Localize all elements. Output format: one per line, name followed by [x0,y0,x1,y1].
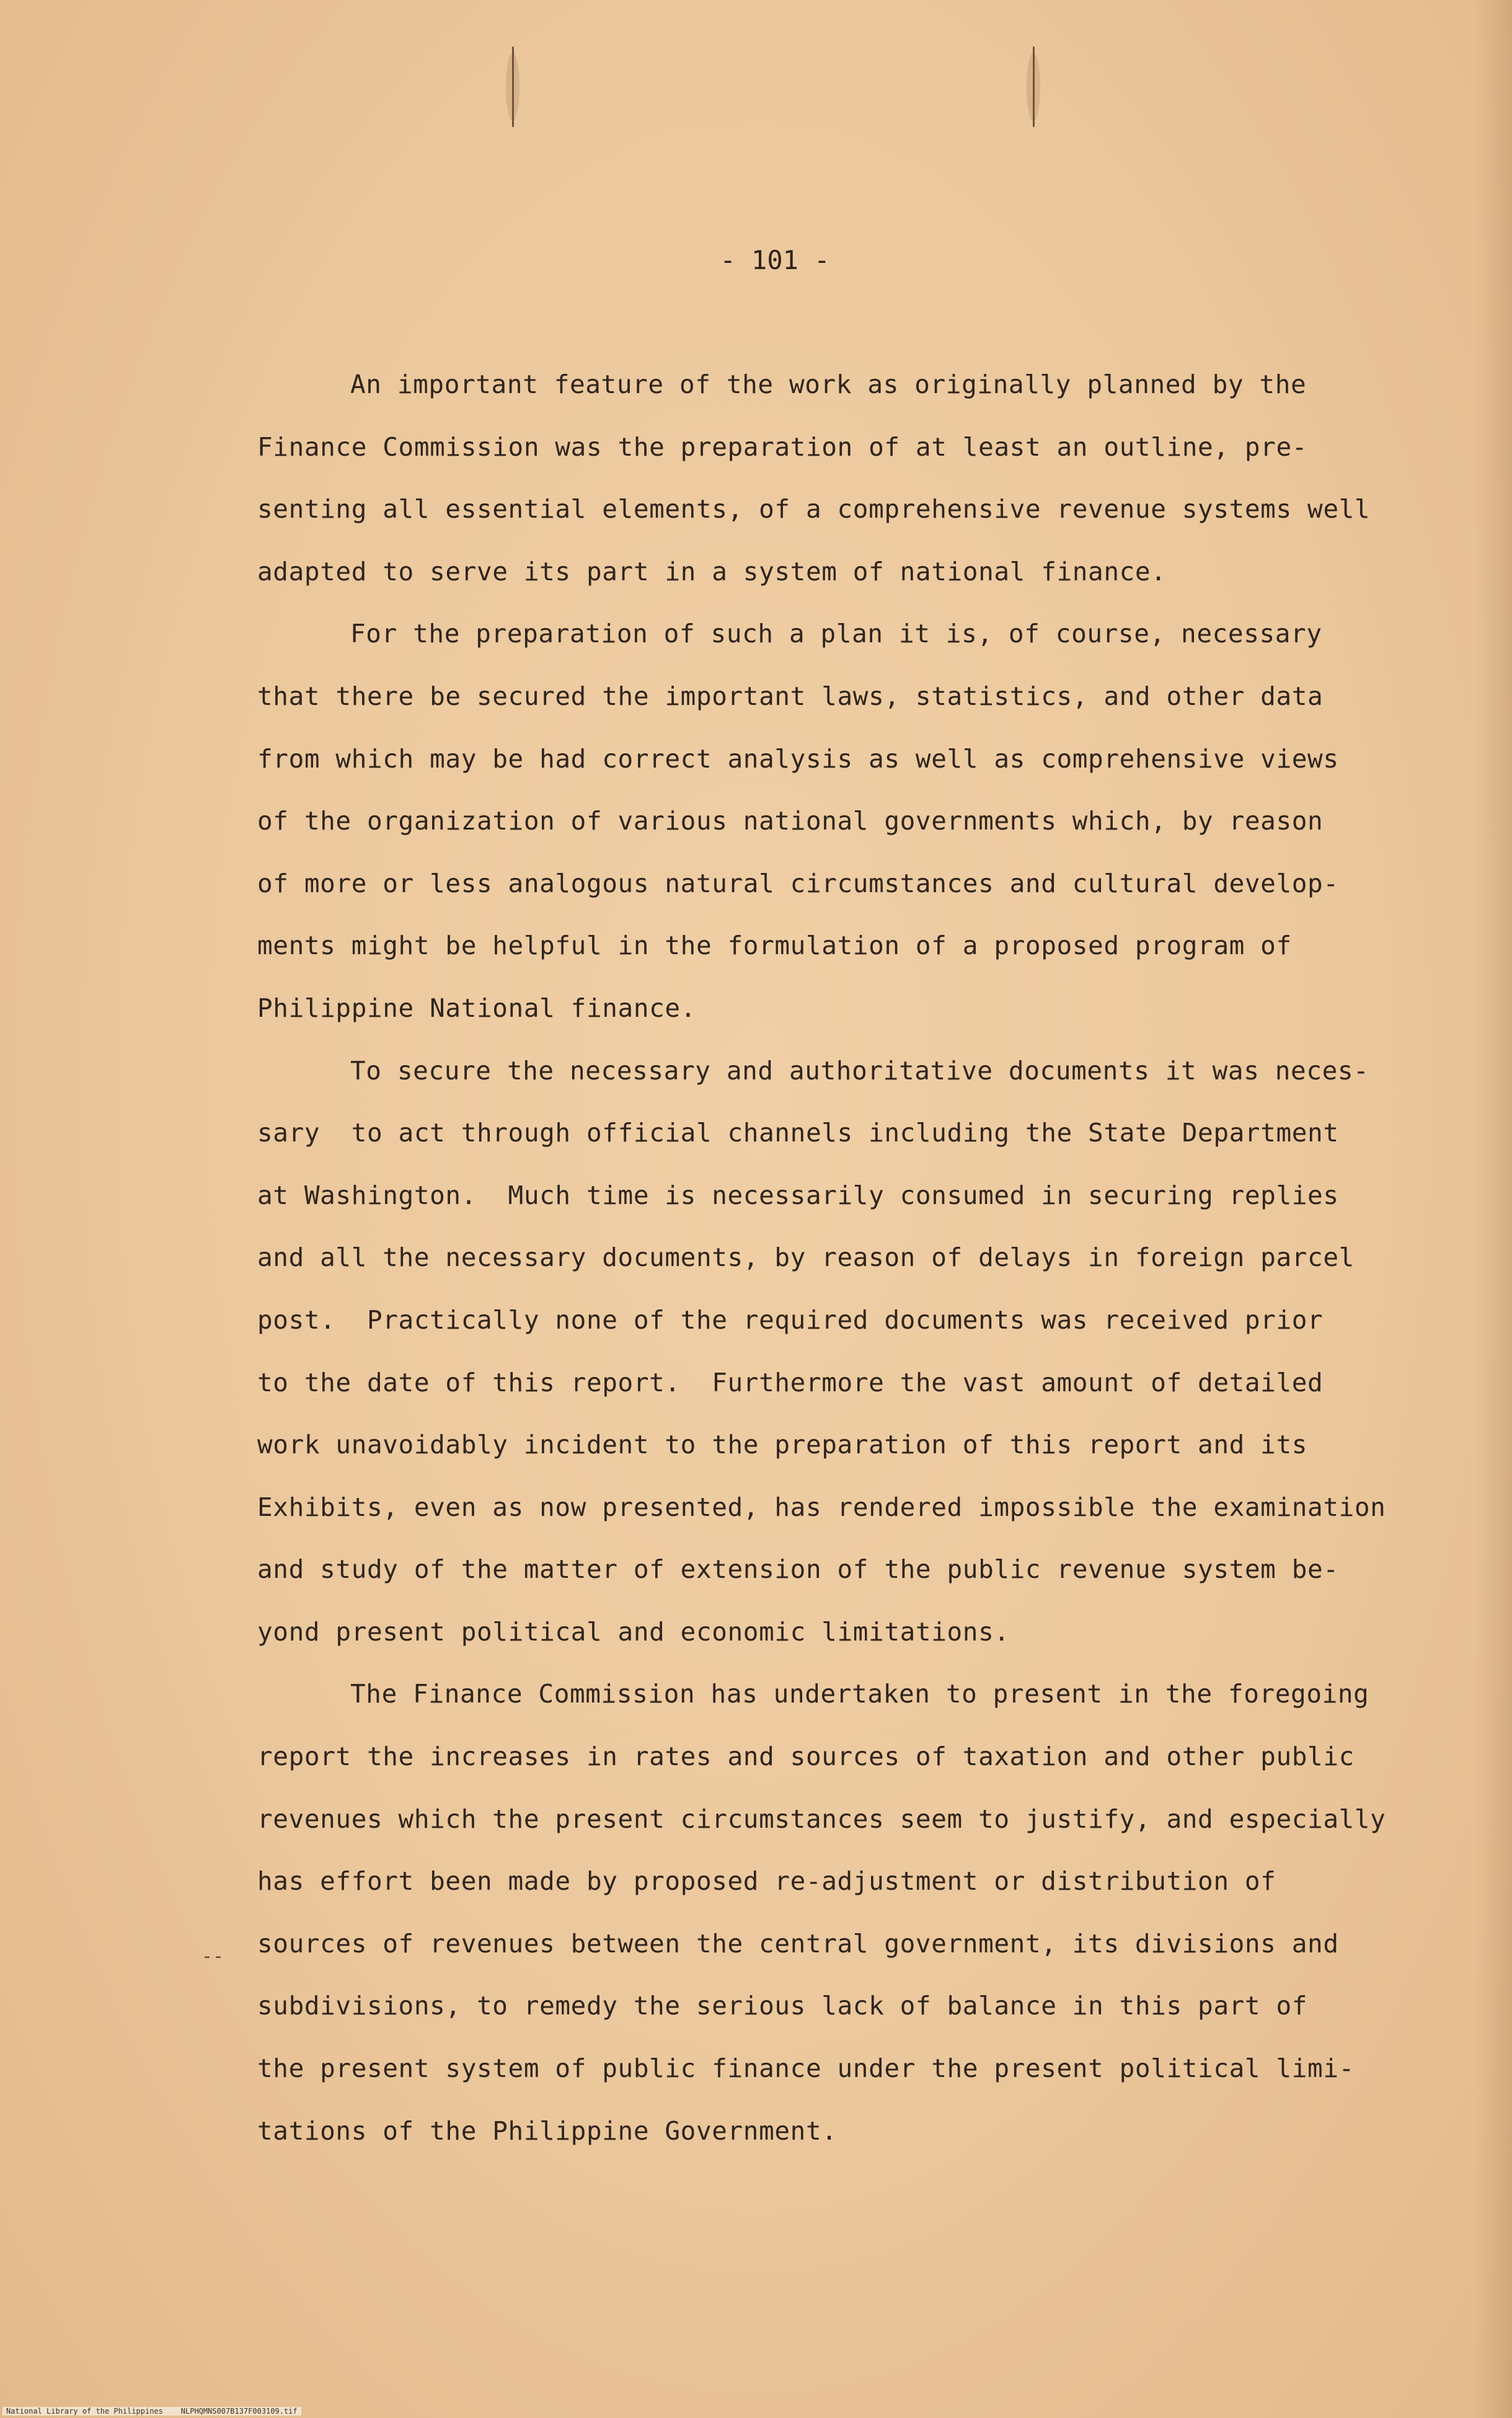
text-line: of more or less analogous natural circumstances and cultural develop- [257,868,1339,898]
text-line: has effort been made by proposed re-adjustment or distribution of [257,1866,1276,1897]
text-line: of the organization of various national governments which, by reason [257,806,1324,836]
scan-footer [2,2407,301,2416]
text-line: Finance Commission was the preparation of at least an outline, pre- [257,432,1308,462]
text-line: to the date of this report. Furthermore the vast amount of detailed [257,1367,1324,1397]
text-line: yond present political and economic limitations. [257,1616,1010,1647]
paragraph-1 [257,353,1392,603]
footer-file: NLPHQMNS007B137F003109.tif [180,2407,298,2416]
paragraph-2 [257,603,1392,1039]
footer-library: National Library of the Philippines [6,2407,163,2416]
text-line: For the preparation of such a plan it is, of course, necessary [350,619,1322,649]
text-line: sources of revenues between the central government, its divisions and [257,1928,1339,1959]
page-edge-shadow [1475,0,1512,2418]
text-line: ments might be helpful in the formulation of a proposed program of [257,931,1292,961]
text-line: To secure the necessary and authoritative documents it was neces- [350,1055,1369,1086]
text-line: at Washington. Much time is necessarily consumed in securing replies [257,1180,1339,1210]
text-line: post. Practically none of the required documents was received prior [257,1304,1324,1335]
paragraph-3 [257,1040,1392,1663]
text-line: senting all essential elements, of a comprehensive revenue systems well [257,494,1371,525]
text-line: subdivisions, to remedy the serious lack of balance in this part of [257,1991,1308,2021]
text-line: Exhibits, even as now presented, has rendered impossible the examination [257,1492,1386,1522]
text-line: that there be secured the important laws, statistics, and other data [257,681,1324,711]
text-line: The Finance Commission has undertaken to present in the foregoing [350,1679,1369,1709]
text-line: sary to act through official channels including the State Department [257,1118,1339,1148]
text-line: work unavoidably incident to the preparation of this report and its [257,1430,1308,1460]
text-line: adapted to serve its part in a system of national finance. [257,556,1167,587]
margin-mark: -- [201,1946,224,1967]
text-line: and study of the matter of extension of the public revenue system be- [257,1554,1339,1585]
staple-right-mark [1030,46,1037,127]
text-line: Philippine National finance. [257,993,696,1023]
text-line: revenues which the present circumstances seem to justify, and especially [257,1804,1386,1834]
page-number: - 101 - [720,245,830,275]
text-line: the present system of public finance under the present political limi- [257,2053,1355,2084]
text-line: from which may be had correct analysis as well as comprehensive views [257,743,1339,774]
staple-left-mark [510,46,516,127]
text-line: and all the necessary documents, by reason of delays in foreign parcel [257,1242,1355,1273]
text-line: An important feature of the work as originally planned by the [350,370,1307,399]
text-line: report the increases in rates and sources of taxation and other public [257,1742,1355,1772]
document-body [257,353,1392,2162]
paragraph-4 [257,1663,1392,2162]
text-line: tations of the Philippine Government. [257,2115,838,2146]
